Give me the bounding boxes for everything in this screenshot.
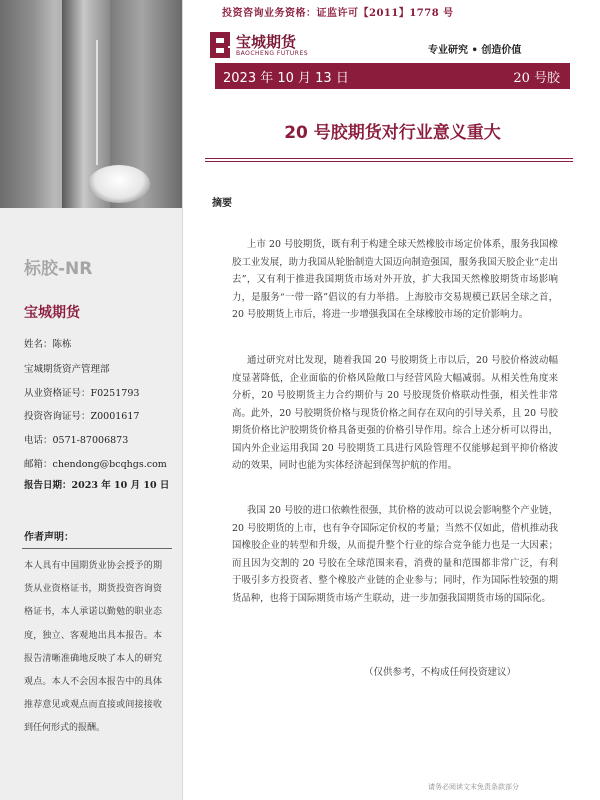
author-statement-title: 作者声明： (24, 532, 74, 543)
title-divider-top (205, 158, 573, 159)
summary-paragraph-1: 上市 20 号胶期货，既有利于构建全球天然橡胶市场定价体系，服务我国橡胶工业发展，助力我国从轮胎制造大国迈向制造强国，服务我国天胶企业“走出去”，又有利于推进我国期货市场对外开放，扩大我国天然橡胶期货市场影响力，是服务“一带一路”倡议的有力举措。上海胶市交易规模已跃居全球之首，20 号胶期货上市后，将进一步增强我国在全球橡胶市场的定价影响力。 (232, 239, 558, 320)
banner-date: 2023 年 10 月 13 日 (223, 71, 349, 86)
summary-paragraph-3: 我国 20 号胶的进口依赖性很强，其价格的波动可以说会影响整个产业链，20 号胶期货的上市，也有争夺国际定价权的考量；当然不仅如此，借机推动我国橡胶企业的转型和升级，从而提升整个行业的综合竞争能力也是一大因素；而且因为交割的 20 号胶在全球范围来看，消费的量和范围都非常广泛，有利于吸引多方投资者、整个橡胶产业链的企业参与；同时，作为国际性较强的期货品种，也将于国际期货市场产生联动，进一步加强我国期货市场的国际化。 (232, 505, 558, 604)
summary-heading: 摘要 (212, 198, 232, 209)
statement-divider (22, 548, 172, 549)
logo-mark-icon (210, 32, 232, 58)
page-footer-note: 请务必阅读文末免责条款部分 (428, 783, 519, 791)
sidebar (0, 0, 183, 800)
date-category-banner (215, 63, 570, 89)
latex-cup-shape (88, 165, 150, 203)
report-date: 报告日期：2023 年 10 月 10 日 (24, 480, 170, 491)
license-line: 投资咨询业务资格：证监许可【2011】1778 号 (222, 8, 454, 19)
report-title: 20 号胶期货对行业意义重大 (284, 123, 501, 143)
analyst-phone: 电话：0571-87006873 (24, 435, 129, 446)
analyst-email[interactable]: 邮箱：chendong@bcqhgs.com (24, 459, 167, 470)
banner-category: 20 号胶 (513, 71, 560, 86)
advisory-cert-number: 投资咨询证号：Z0001617 (24, 411, 140, 422)
company-logo (210, 32, 308, 58)
logo-chinese-name: 宝城期货 (236, 32, 297, 51)
analyst-department: 宝城期货资产管理部 (24, 364, 110, 375)
title-divider-bottom (205, 161, 573, 162)
sidebar-company-name: 宝城期货 (24, 305, 80, 321)
investment-disclaimer: （仅供参考，不构成任何投资建议） (364, 667, 517, 678)
latex-drip-shape (96, 40, 98, 165)
logo-english-name: BAOCHENG FUTURES (236, 49, 309, 57)
summary-paragraph-2: 通过研究对比发现，随着我国 20 号胶期货上市以后，20 号胶价格波动幅度显著降低，企业面临的价格风险敞口与经营风险大幅减弱。从相关性角度来分析，20 号胶期货主力合约期价与 20 号胶现货价格联动性强，相关性非常高。此外，20 号胶期货价格与现货价格之间存在双向的引导关系，且 20 号胶期货价格比沪胶期货价格具备更强的价格引导作用。综合上述分析可以得出，国内外企业运用我国 20 号胶期货工具进行风险管理不仅能够起到平抑价格波动的效果，同时也能为实体经济起到保驾护航的作用。 (232, 355, 558, 471)
practice-cert-number: 从业资格证号：F0251793 (24, 388, 140, 399)
rubber-tree-photo (0, 0, 182, 208)
company-slogan: 专业研究 • 创造价值 (428, 45, 522, 56)
author-statement-body: 本人具有中国期货业协会授予的期货从业资格证书，期货投资咨询资格证书，本人承诺以勤勉的职业态度，独立、客观地出具本报告。本报告清晰准确地反映了本人的研究观点。本人不会因本报告中的具体推荐意见或观点而直接或间接接收到任何形式的报酬。 (24, 561, 162, 734)
product-code-tag: 标胶-NR (24, 259, 93, 279)
analyst-name: 姓名：陈栋 (24, 339, 72, 350)
